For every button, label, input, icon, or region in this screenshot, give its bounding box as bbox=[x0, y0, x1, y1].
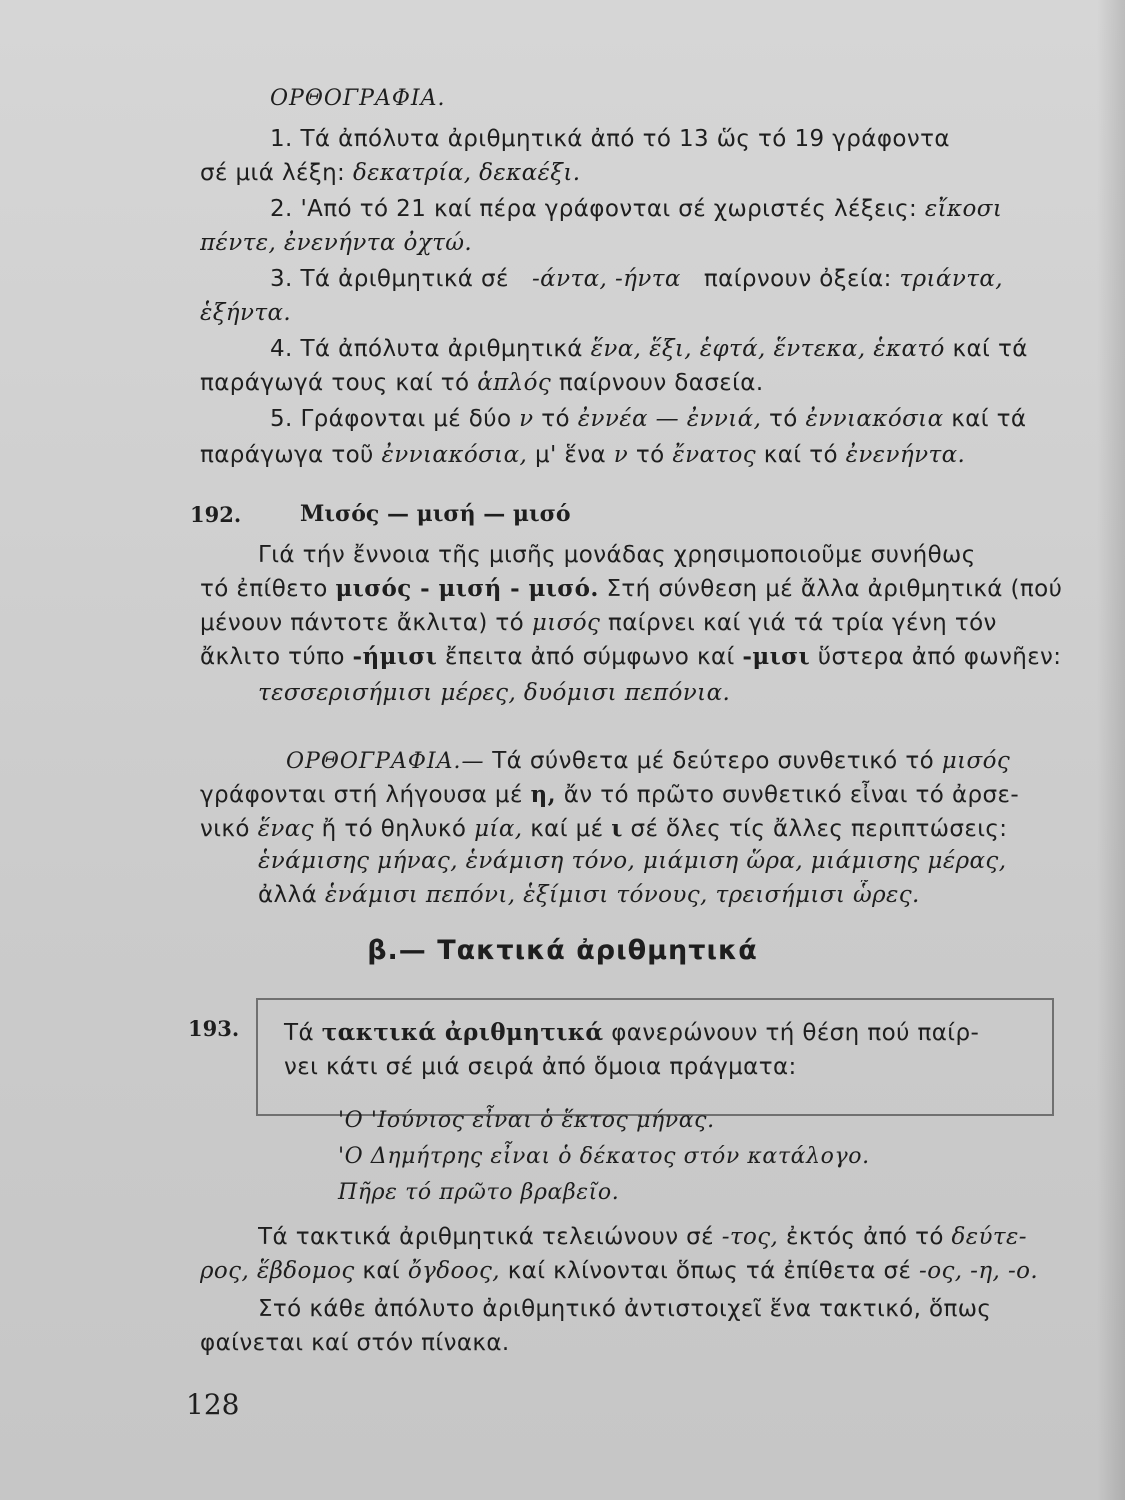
rule-2-cont: πέντε, ἐνενήντα ὀχτώ. bbox=[200, 230, 473, 256]
section-193-number: 193. bbox=[188, 1016, 240, 1041]
ordinal-para-line-1: Τά τακτικά ἀριθμητικά τελειώνουν σέ -τος, ἐκτός ἀπό τό δεύτε- bbox=[258, 1224, 1027, 1250]
ordinal-para-line-3: Στό κάθε ἀπόλυτο ἀριθμητικό ἀντιστοιχεῖ ἕνα τακτικό, ὅπως bbox=[258, 1296, 992, 1322]
rule-5: 5. Γράφονται μέ δύο ν τό ἐννέα — ἐννιά, τό ἐννιακόσια καί τά bbox=[270, 406, 1027, 432]
rule-2: 2. 'Από τό 21 καί πέρα γράφονται σέ χωριστές λέξεις: εἴκοσι bbox=[270, 196, 1003, 222]
sec192-line-2: τό ἐπίθετο μισός - μισή - μισό. Στή σύνθεση μέ ἄλλα ἀριθμητικά (πού bbox=[200, 575, 1063, 602]
orthography-heading: ΟΡΘΟΓΡΑΦΙΑ. bbox=[270, 86, 446, 111]
orthography2-examples-1: ἑνάμισης μήνας, ἑνάμιση τόνο, μιάμιση ὥρα, μιάμισης μέρας, bbox=[258, 848, 1007, 874]
orthography2-line-2: γράφονται στή λήγουσα μέ η, ἄν τό πρῶτο συνθετικό εἶναι τό ἀρσε- bbox=[200, 781, 1020, 808]
orthography2-line-1: ΟΡΘΟΓΡΑΦΙΑ.— Τά σύνθετα μέ δεύτερο συνθετικό τό μισός bbox=[286, 748, 1011, 774]
sec192-line-4: ἄκλιτο τύπο -ήμισι ἔπειτα ἀπό σύμφωνο καί -μισι ὕστερα ἀπό φωνῆεν: bbox=[200, 643, 1062, 670]
ordinal-para-line-4: φαίνεται καί στόν πίνακα. bbox=[200, 1330, 510, 1356]
ordinal-numbers-heading: β.— Τακτικά ἀριθμητικά bbox=[367, 935, 758, 966]
rule-5-cont: παράγωγα τοῦ ἐννιακόσια, μ' ἕνα ν τό ἔνατος καί τό ἐνενήντα. bbox=[200, 442, 966, 468]
section-192-title: Μισός — μισή — μισό bbox=[300, 501, 571, 527]
example-3: Πῆρε τό πρῶτο βραβεῖο. bbox=[338, 1180, 620, 1205]
rule-3-cont: ἑξήντα. bbox=[200, 300, 292, 326]
ordinal-para-line-2: ρος, ἕβδομος καί ὄγδοος, καί κλίνονται ὅπως τά ἐπίθετα σέ -ος, -η, -ο. bbox=[200, 1258, 1039, 1284]
rule-1: 1. Τά ἀπόλυτα ἀριθμητικά ἀπό τό 13 ὥς τό 19 γράφοντα bbox=[270, 126, 950, 152]
sec192-examples: τεσσερισήμισι μέρες, δυόμισι πεπόνια. bbox=[258, 680, 731, 706]
orthography2-examples-2: ἀλλά ἑνάμισι πεπόνι, ἑξίμισι τόνους, τρεισήμισι ὧρες. bbox=[258, 882, 920, 908]
rule-3: 3. Τά ἀριθμητικά σέ -άντα, -ήντα παίρνουν ὀξεία: τριάντα, bbox=[270, 266, 1003, 292]
example-2: 'Ο Δημήτρης εἶναι ὁ δέκατος στόν κατάλογο. bbox=[338, 1144, 870, 1169]
sec192-line-3: μένουν πάντοτε ἄκλιτα) τό μισός παίρνει καί γιά τά τρία γένη τόν bbox=[200, 610, 997, 636]
rule-4-cont: παράγωγά τους καί τό ἁπλός παίρνουν δασεία. bbox=[200, 370, 764, 396]
page-number: 128 bbox=[186, 1388, 240, 1421]
sec192-line-1: Γιά τήν ἔννοια τῆς μισῆς μονάδας χρησιμοποιοῦμε συνήθως bbox=[258, 542, 976, 568]
rule-1-cont: σέ μιά λέξη: δεκατρία, δεκαέξι. bbox=[200, 160, 581, 186]
example-1: 'Ο 'Ιούνιος εἶναι ὁ ἕκτος μήνας. bbox=[338, 1108, 715, 1133]
orthography2-line-3: νικό ἕνας ἤ τό θηλυκό μία, καί μέ ι σέ ὅλες τίς ἄλλες περιπτώσεις: bbox=[200, 815, 1008, 842]
box-line-2: νει κάτι σέ μιά σειρά ἀπό ὅμοια πράγματα: bbox=[284, 1054, 797, 1080]
section-192-number: 192. bbox=[190, 502, 242, 527]
rule-4: 4. Τά ἀπόλυτα ἀριθμητικά ἕνα, ἕξι, ἑφτά, ἕντεκα, ἑκατό καί τά bbox=[270, 336, 1028, 362]
box-line-1: Τά τακτικά ἀριθμητικά φανερώνουν τή θέση πού παίρ- bbox=[284, 1019, 980, 1046]
